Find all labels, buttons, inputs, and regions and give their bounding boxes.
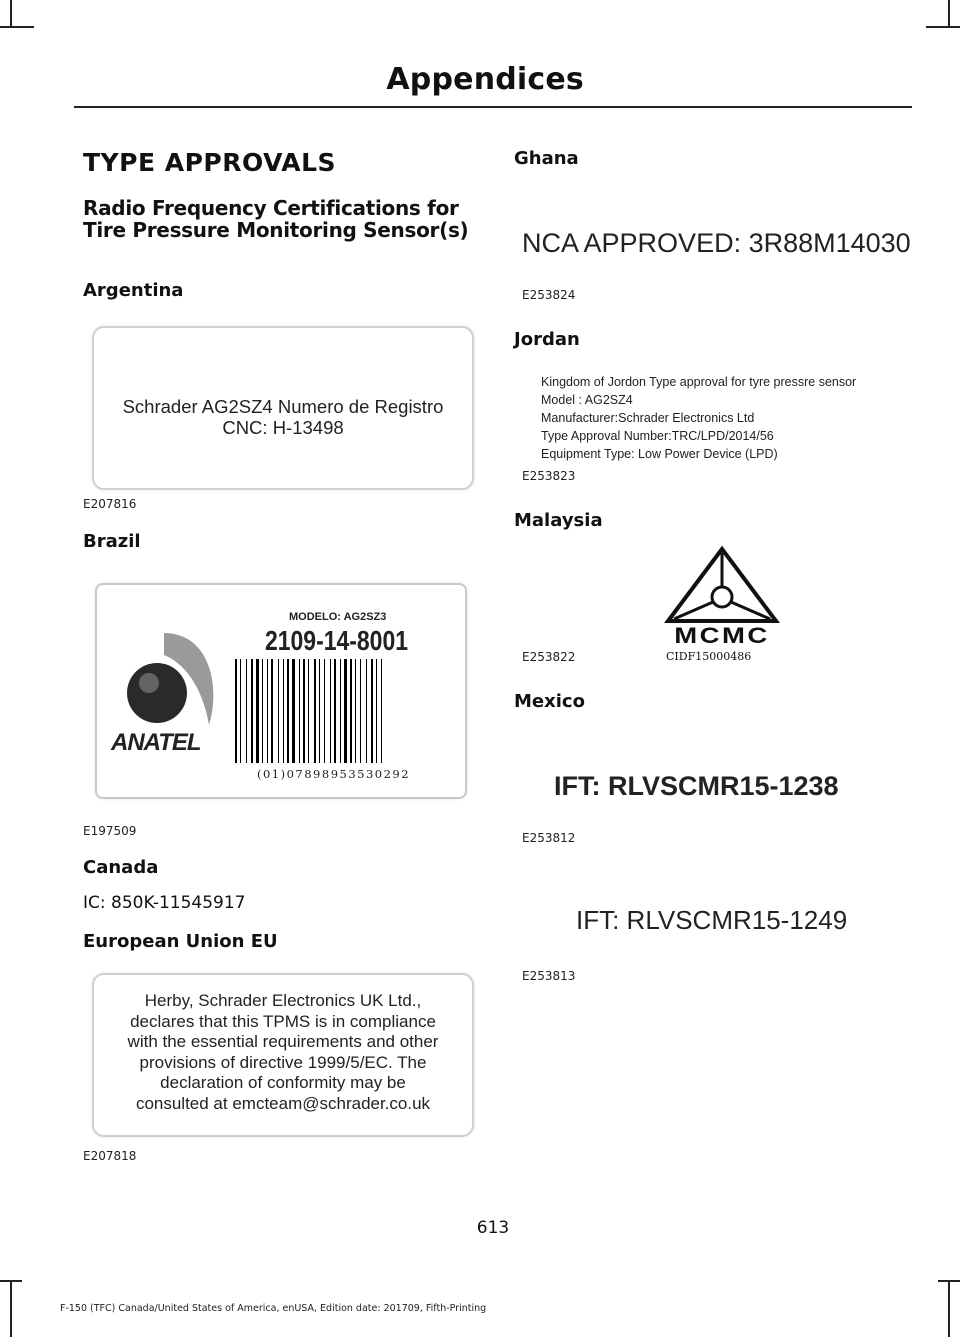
- canada-heading: Canada: [83, 857, 159, 878]
- barcode-bar: [376, 659, 377, 763]
- brazil-anatel-label-image: [95, 583, 467, 799]
- barcode-bar: [360, 659, 361, 763]
- ghana-image-code: E253824: [522, 288, 576, 302]
- eu-declaration-line: declares that this TPMS is in compliance: [130, 1011, 436, 1031]
- barcode-bar: [303, 659, 305, 763]
- barcode-bar: [340, 659, 341, 763]
- crop-mark: [10, 0, 12, 28]
- crop-mark: [0, 26, 34, 28]
- argentina-label-line2: CNC: H-13498: [222, 417, 344, 438]
- barcode-bar: [262, 659, 263, 763]
- argentina-heading: Argentina: [83, 280, 184, 301]
- jordan-approval-line: Model : AG2SZ4: [541, 393, 633, 407]
- barcode-bar: [344, 659, 347, 763]
- crop-mark: [0, 1280, 22, 1282]
- anatel-logo-text: ANATEL: [111, 729, 201, 756]
- barcode-bar: [350, 659, 352, 763]
- mcmc-logo: [662, 545, 782, 667]
- footer-edition-text: F-150 (TFC) Canada/United States of America, enUSA, Edition date: 201709, Fifth-Printing: [60, 1303, 487, 1314]
- brazil-heading: Brazil: [83, 531, 141, 552]
- barcode-bar: [256, 659, 259, 763]
- barcode-bar: [355, 659, 356, 763]
- brazil-model: MODELO: AG2SZ3: [289, 611, 387, 623]
- brazil-image-code: E197509: [83, 824, 137, 838]
- barcode-bar: [330, 659, 331, 763]
- ghana-nca-label: NCA APPROVED: 3R88M14030: [522, 228, 911, 258]
- eu-heading: European Union EU: [83, 931, 278, 952]
- brazil-barcode-text: (01)07898953530292: [257, 767, 411, 781]
- eu-declaration-text: [94, 991, 472, 1114]
- section-title: TYPE APPROVALS: [83, 148, 337, 177]
- barcode-bar: [366, 659, 367, 763]
- barcode-bar: [319, 659, 320, 763]
- eu-declaration-line: provisions of directive 1999/5/EC. The: [139, 1052, 427, 1072]
- barcode-bar: [283, 659, 284, 763]
- jordan-image-code: E253823: [522, 469, 576, 483]
- crop-mark: [938, 1280, 960, 1282]
- malaysia-image-code: E253822: [522, 650, 576, 664]
- crop-mark: [926, 26, 960, 28]
- jordan-approval-line: Equipment Type: Low Power Device (LPD): [541, 447, 778, 461]
- page-header-title: Appendices: [386, 62, 584, 97]
- crop-mark: [948, 1280, 950, 1337]
- barcode-bar: [287, 659, 289, 763]
- anatel-logo: [109, 625, 229, 755]
- jordan-approval-line: Kingdom of Jordon Type approval for tyre pressre sensor: [541, 375, 857, 389]
- barcode-bar: [308, 659, 309, 763]
- crop-mark: [10, 1280, 12, 1337]
- barcode-bar: [292, 659, 295, 763]
- malaysia-heading: Malaysia: [514, 510, 603, 531]
- barcode-bar: [299, 659, 300, 763]
- barcode-bar: [371, 659, 373, 763]
- section-subtitle: Radio Frequency Certifications for Tire Pressure Monitoring Sensor(s): [83, 196, 469, 242]
- jordan-approval-line: Manufacturer:Schrader Electronics Ltd: [541, 411, 755, 425]
- barcode-bar: [334, 659, 336, 763]
- jordan-approval-line: Type Approval Number:TRC/LPD/2014/56: [541, 429, 774, 443]
- barcode-bar: [267, 659, 268, 763]
- barcode-bar: [278, 659, 279, 763]
- mexico-ift-label-2: IFT: RLVSCMR15-1249: [576, 905, 848, 935]
- barcode-bar: [246, 659, 247, 763]
- eu-declaration-line: with the essential requirements and other: [127, 1032, 439, 1051]
- jordan-approval-text: [541, 373, 856, 463]
- mexico-image-code-2: E253813: [522, 969, 576, 983]
- brazil-approval-number: 2109-14-8001: [265, 625, 408, 656]
- page-number: 613: [476, 1218, 510, 1238]
- barcode-bar: [251, 659, 253, 763]
- canada-ic-number: IC: 850K-11545917: [83, 893, 246, 913]
- argentina-image-code: E207816: [83, 497, 137, 511]
- jordan-heading: Jordan: [514, 329, 580, 350]
- barcode-bar: [381, 659, 382, 763]
- malaysia-cert-number: CIDF15000486: [666, 650, 752, 663]
- argentina-label-image: [92, 326, 474, 490]
- barcode-bar: [271, 659, 273, 763]
- crop-mark: [948, 0, 950, 28]
- ghana-heading: Ghana: [514, 148, 579, 169]
- header-divider: [74, 106, 912, 108]
- argentina-label-line1: Schrader AG2SZ4 Numero de Registro: [122, 396, 444, 417]
- brazil-barcode: [235, 659, 427, 763]
- eu-image-code: E207818: [83, 1149, 137, 1163]
- barcode-bar: [240, 659, 241, 763]
- eu-declaration-line: declaration of conformity may be: [160, 1073, 406, 1092]
- mexico-image-code-1: E253812: [522, 831, 576, 845]
- mcmc-logo-text: MCMC: [674, 623, 770, 648]
- mexico-heading: Mexico: [514, 691, 585, 712]
- barcode-bar: [324, 659, 325, 763]
- mexico-ift-label-1: IFT: RLVSCMR15-1238: [554, 771, 839, 801]
- eu-declaration-line: consulted at emcteam@schrader.co.uk: [135, 1093, 431, 1113]
- barcode-bar: [314, 659, 316, 763]
- eu-declaration-image: [92, 973, 474, 1137]
- eu-declaration-line: Herby, Schrader Electronics UK Ltd.,: [144, 991, 422, 1010]
- barcode-bar: [235, 659, 237, 763]
